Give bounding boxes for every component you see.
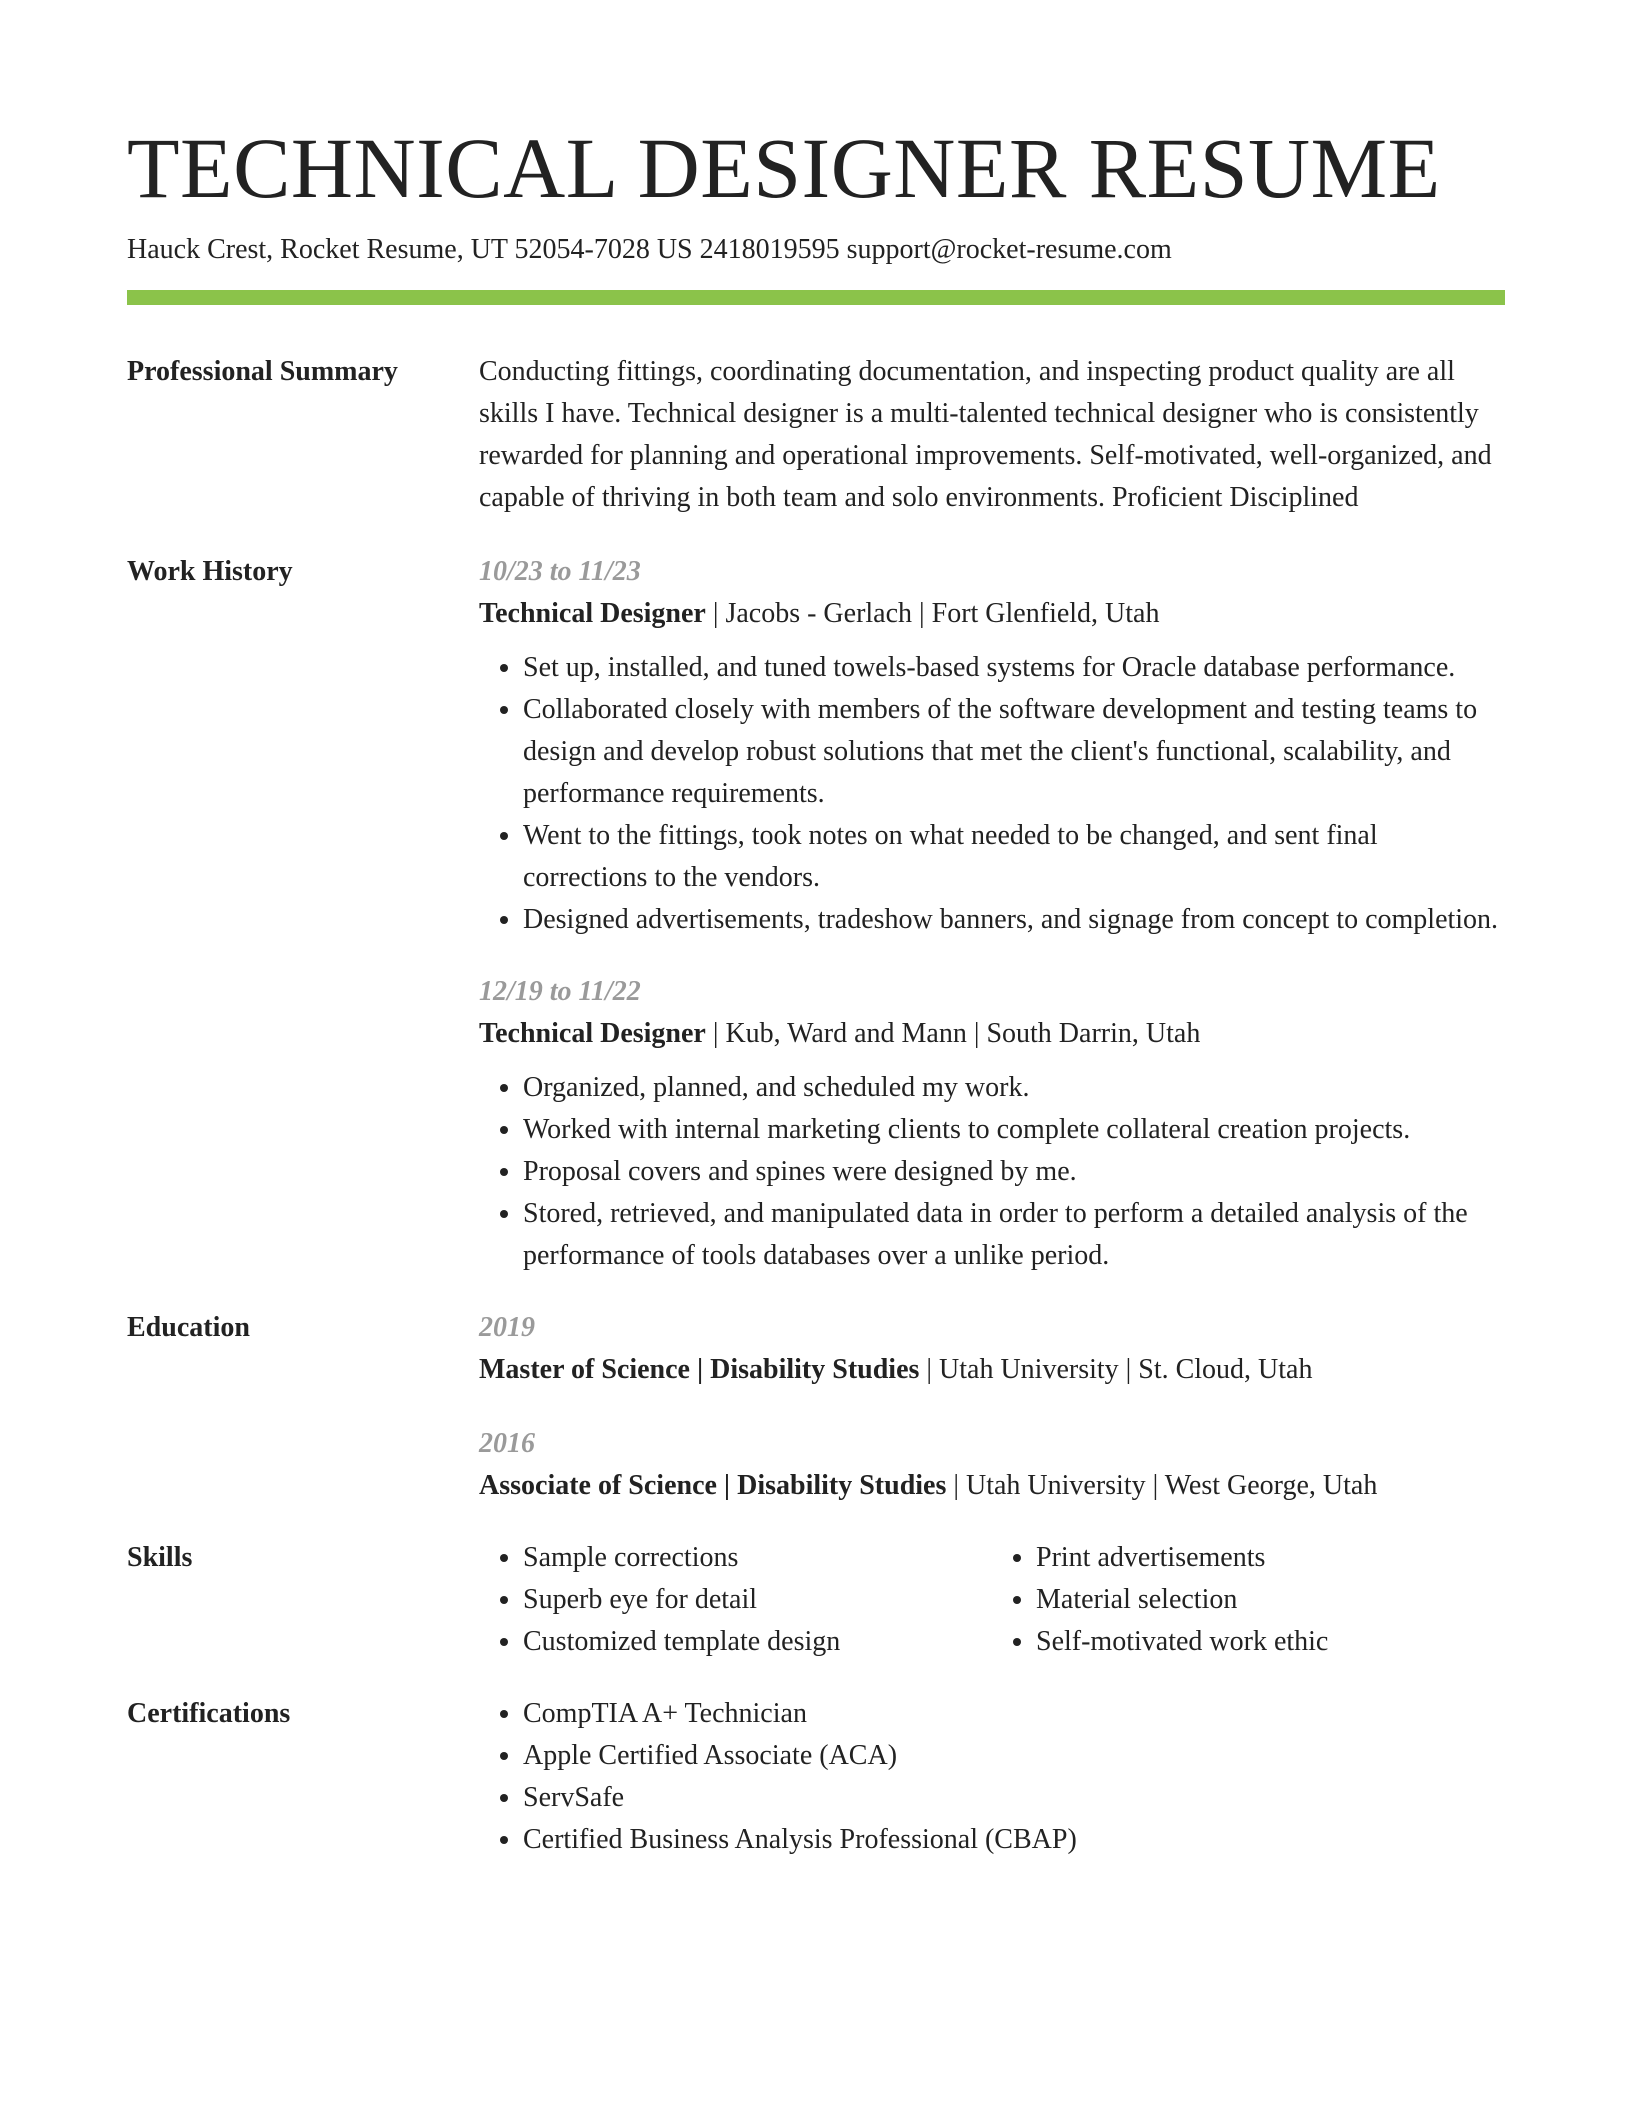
summary-text: Conducting fittings, coordinating documentation, and inspecting product quality are all skills I have. Technical designer is a multi-talented technical designer who is consistently rewarded for planning and operational improvements. Self-motivated, well-organized, and capable of thriving in both team and solo environments. Proficient Disciplined — [479, 356, 1492, 513]
section-label-summary: Professional Summary — [127, 356, 398, 387]
job-entry — [479, 971, 1505, 1277]
job-details: | Jacobs - Gerlach | Fort Glenfield, Utah — [705, 598, 1160, 629]
section-label-education: Education — [127, 1312, 250, 1343]
education-details: | Utah University | St. Cloud, Utah — [919, 1354, 1313, 1385]
skill-item: • Print advertisements — [1036, 1537, 1505, 1579]
education-details: | Utah University | West George, Utah — [946, 1470, 1378, 1501]
skill-item: • Self-motivated work ethic — [1036, 1621, 1505, 1663]
summary-section — [127, 351, 1505, 519]
education-degree-line — [479, 1349, 1505, 1391]
job-dates: 10/23 to 11/23 — [479, 556, 641, 587]
job-bullet: • Went to the fittings, took notes on what needed to be changed, and sent final corrections to the vendors. — [523, 815, 1505, 899]
skills-section — [127, 1537, 1505, 1663]
job-title: Technical Designer — [479, 598, 706, 629]
education-section — [127, 1307, 1505, 1507]
accent-divider — [127, 290, 1505, 305]
job-bullet: • Organized, planned, and scheduled my work. — [523, 1067, 1505, 1109]
certification-item: • ServSafe — [523, 1777, 1505, 1819]
certification-item: • CompTIA A+ Technician — [523, 1693, 1505, 1735]
certification-item: • Certified Business Analysis Professional (CBAP) — [523, 1819, 1505, 1861]
skills-columns — [479, 1537, 1505, 1663]
job-bullet: • Set up, installed, and tuned towels-based systems for Oracle database performance. — [523, 647, 1505, 689]
job-title: Technical Designer — [479, 1018, 706, 1049]
resume-title: TECHNICAL DESIGNER RESUME — [127, 120, 1441, 216]
skills-list-right — [992, 1537, 1505, 1663]
skill-item: • Material selection — [1036, 1579, 1505, 1621]
job-dates: 12/19 to 11/22 — [479, 976, 641, 1007]
skill-item: • Customized template design — [523, 1621, 992, 1663]
job-bullets — [479, 647, 1505, 941]
skill-item: • Superb eye for detail — [523, 1579, 992, 1621]
work-history-section — [127, 551, 1505, 1277]
job-details: | Kub, Ward and Mann | South Darrin, Utah — [705, 1018, 1201, 1049]
education-entry — [479, 1423, 1505, 1507]
job-bullet: • Designed advertisements, tradeshow banners, and signage from concept to completion. — [523, 899, 1505, 941]
contact-line: Hauck Crest, Rocket Resume, UT 52054-7028 US 2418019595 support@rocket-resume.com — [127, 234, 1172, 265]
section-label-work-history: Work History — [127, 556, 293, 587]
job-bullet: • Stored, retrieved, and manipulated data in order to perform a detailed analysis of the performance of tools databases over a unlike period. — [523, 1193, 1505, 1277]
certification-item: • Apple Certified Associate (ACA) — [523, 1735, 1505, 1777]
job-role — [479, 1013, 1505, 1055]
job-entry — [479, 551, 1505, 941]
skills-list-left — [479, 1537, 992, 1663]
section-label-skills: Skills — [127, 1542, 193, 1573]
education-degree-line — [479, 1465, 1505, 1507]
job-bullet: • Worked with internal marketing clients to complete collateral creation projects. — [523, 1109, 1505, 1151]
education-year: 2019 — [479, 1312, 535, 1343]
education-entry — [479, 1307, 1505, 1391]
job-bullet: • Proposal covers and spines were designed by me. — [523, 1151, 1505, 1193]
skill-item: • Sample corrections — [523, 1537, 992, 1579]
certifications-list — [479, 1693, 1505, 1861]
job-role — [479, 593, 1505, 635]
job-bullets — [479, 1067, 1505, 1277]
job-bullet: • Collaborated closely with members of the software development and testing teams to design and develop robust solutions that met the client's functional, scalability, and performance requirements. — [523, 689, 1505, 815]
education-degree: Master of Science | Disability Studies — [479, 1354, 920, 1385]
section-label-certifications: Certifications — [127, 1698, 291, 1729]
education-year: 2016 — [479, 1428, 535, 1459]
certifications-section — [127, 1693, 1505, 1861]
education-degree: Associate of Science | Disability Studies — [479, 1470, 947, 1501]
